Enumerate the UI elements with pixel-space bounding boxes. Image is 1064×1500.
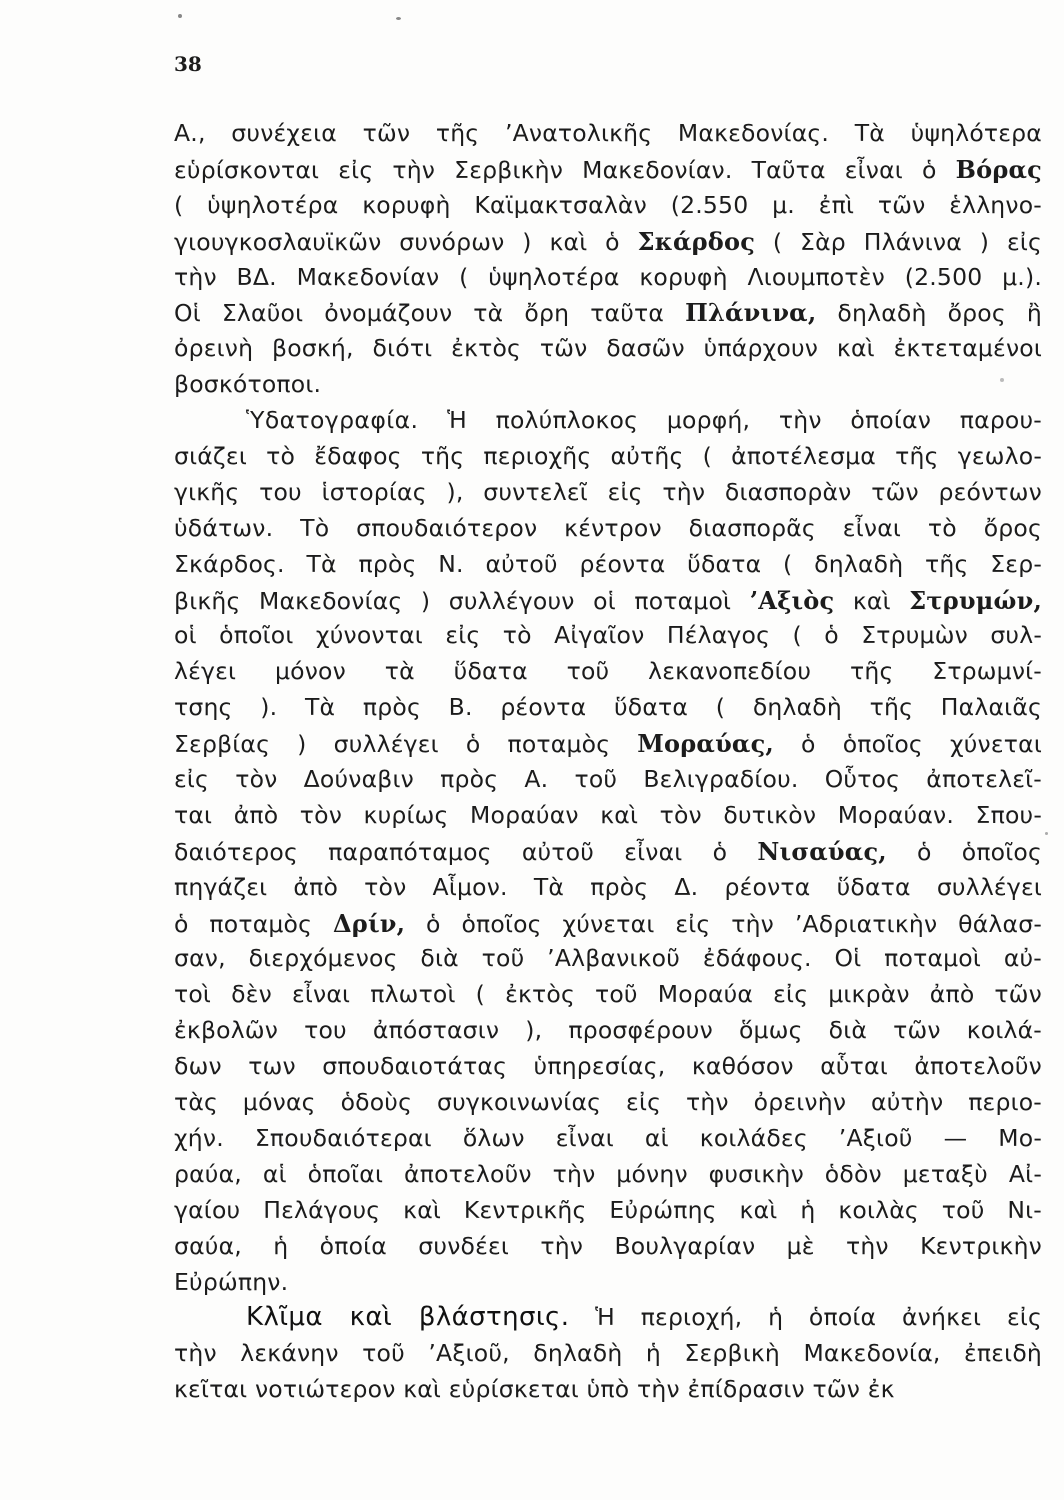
bold-term: ’Αξιὸς xyxy=(749,585,835,615)
text-line xyxy=(174,762,1042,798)
text-run: δων των σπουδαιοτάτας ὑπηρεσίας, καθόσον αὗται ἀποτελοῦν xyxy=(174,1052,1042,1081)
page-number: 38 xyxy=(174,52,202,76)
section-heading: Ὑδατογραφία. xyxy=(246,406,419,435)
bold-term: Νισαύας, xyxy=(757,836,887,866)
text-line xyxy=(174,295,1042,331)
text-line xyxy=(174,618,1042,654)
text-line xyxy=(174,1372,1042,1408)
text-run: βικῆς Μακεδονίας ) συλλέγουν οἱ ποταμοὶ xyxy=(174,586,750,615)
text-line xyxy=(174,439,1042,475)
text-line xyxy=(174,224,1042,260)
bold-term: Βόρας xyxy=(955,154,1042,184)
text-run: Οἱ Σλαῦοι ὀνομάζουν τὰ ὄρη ταῦτα xyxy=(174,299,686,328)
scan-speck xyxy=(396,17,401,20)
text-run: ( ὑψηλοτέρα κορυφὴ Καϊμακτσαλὰν (2.550 μ. ἐπὶ τῶν ἑλληνο- xyxy=(174,190,1042,219)
text-run: σαν, διερχόμενος διὰ τοῦ ’Αλβανικοῦ ἐδάφους. Οἱ ποταμοὶ αὐ- xyxy=(174,944,1042,973)
text-line xyxy=(174,260,1042,296)
text-run: Εὐρώπην. xyxy=(174,1267,289,1296)
text-run: οἱ ὁποῖοι χύνονται εἰς τὸ Αἰγαῖον Πέλαγος ( ὁ Στρυμὼν συλ- xyxy=(174,621,1042,650)
section-heading: Κλῖμα καὶ βλάστησις. xyxy=(246,1302,570,1333)
text-run: πηγάζει ἀπὸ τὸν Αἷμον. Τὰ πρὸς Δ. ρέοντα ὕδατα συλλέγει xyxy=(174,872,1042,901)
text-line xyxy=(174,654,1042,690)
text-line xyxy=(174,367,1042,403)
text-line xyxy=(174,475,1042,511)
text-run: Ἡ πολύπλοκος μορφή, τὴν ὁποίαν παρου- xyxy=(418,406,1042,435)
text-line xyxy=(174,188,1042,224)
text-line xyxy=(174,1013,1042,1049)
text-run: σιάζει τὸ ἔδαφος τῆς περιοχῆς αὐτῆς ( ἀποτέλεσμα τῆς γεωλο- xyxy=(174,442,1042,471)
text-line xyxy=(174,511,1042,547)
body-text xyxy=(174,116,1042,1408)
bold-term: Μοραύας, xyxy=(637,729,774,759)
text-run: ἐκβολῶν του ἀπόστασιν ), προσφέρουν ὅμως διὰ τῶν κοιλά- xyxy=(174,1016,1042,1045)
text-run: εἰς τὸν Δούναβιν πρὸς Α. τοῦ Βελιγραδίου. Οὗτος ἀποτελεῖ- xyxy=(174,765,1042,794)
text-run: βοσκότοποι. xyxy=(174,370,322,399)
text-line xyxy=(174,331,1042,367)
text-line xyxy=(174,1157,1042,1193)
text-run: κεῖται νοτιώτερον καὶ εὑρίσκεται ὑπὸ τὴν ἐπίδρασιν τῶν ἐκ xyxy=(174,1375,895,1404)
text-run: ὁ ποταμὸς xyxy=(174,909,333,938)
text-run: ὑδάτων. Τὸ σπουδαιότερον κέντρον διασπορᾶς εἶναι τὸ ὄρος xyxy=(174,513,1042,542)
text-run: λέγει μόνον τὰ ὕδατα τοῦ λεκανοπεδίου τῆς Στρωμνί- xyxy=(174,657,1042,686)
text-run: σαύα, ἡ ὁποία συνδέει τὴν Βουλγαρίαν μὲ τὴν Κεντρικὴν xyxy=(174,1231,1042,1260)
text-run: ( Σὰρ Πλάνινα ) εἰς xyxy=(755,227,1042,256)
text-run: τοὶ δὲν εἶναι πλωτοὶ ( ἐκτὸς τοῦ Μοραύα εἰς μικρὰν ἀπὸ τῶν xyxy=(174,980,1042,1009)
text-run: γιουγκοσλαυϊκῶν συνόρων ) καὶ ὁ xyxy=(174,227,638,256)
text-line xyxy=(174,906,1042,942)
text-line xyxy=(174,1336,1042,1372)
text-run: τσης ). Τὰ πρὸς Β. ρέοντα ὕδατα ( δηλαδὴ τῆς Παλαιᾶς xyxy=(174,693,1042,722)
text-line xyxy=(174,1265,1042,1301)
text-line xyxy=(174,726,1042,762)
text-line xyxy=(174,1229,1042,1265)
text-line xyxy=(174,834,1042,870)
text-line xyxy=(174,116,1042,152)
text-run: Α., συνέχεια τῶν τῆς ’Ανατολικῆς Μακεδονίας. Τὰ ὑψηλότερα xyxy=(174,119,1042,147)
text-run: ὀρεινὴ βοσκή, διότι ἐκτὸς τῶν δασῶν ὑπάρχουν καὶ ἐκτεταμένοι xyxy=(174,334,1042,363)
text-run: εὑρίσκονται εἰς τὴν Σερβικὴν Μακεδονίαν. Ταῦτα εἶναι ὁ xyxy=(174,155,956,184)
text-run: ὁ ὁποῖος χύνεται xyxy=(773,730,1042,759)
text-run: δαιότερος παραπόταμος αὐτοῦ εἶναι ὁ xyxy=(174,837,758,866)
text-line xyxy=(174,870,1042,906)
text-line xyxy=(174,547,1042,583)
text-run: γικῆς του ἱστορίας ), συντελεῖ εἰς τὴν διασπορὰν τῶν ρεόντων xyxy=(174,477,1042,506)
text-run: τὴν λεκάνην τοῦ ’Αξιοῦ, δηλαδὴ ἡ Σερβικὴ Μακεδονία, ἐπειδὴ xyxy=(174,1339,1042,1368)
text-line xyxy=(174,1121,1042,1157)
text-run: τὴν ΒΔ. Μακεδονίαν ( ὑψηλοτέρα κορυφὴ Λιουμποτὲν (2.500 μ.). xyxy=(174,262,1042,291)
text-line xyxy=(174,798,1042,834)
bold-term: Δρίν, xyxy=(332,908,406,938)
text-run: καὶ xyxy=(834,586,910,615)
text-run: γαίου Πελάγους καὶ Κεντρικῆς Εὐρώπης καὶ ἡ κοιλὰς τοῦ Νι- xyxy=(174,1195,1042,1224)
bold-term: Σκάρδος xyxy=(637,226,756,256)
text-run: τὰς μόνας ὁδοὺς συγκοινωνίας εἰς τὴν ὀρεινὴν αὐτὴν περιο- xyxy=(174,1088,1042,1117)
bold-term: Στρυμών, xyxy=(909,585,1043,615)
text-line xyxy=(174,690,1042,726)
text-line xyxy=(174,941,1042,977)
text-run: ὁ ὁποῖος χύνεται εἰς τὴν ’Αδριατικὴν θάλασ- xyxy=(405,909,1042,938)
text-line xyxy=(174,1049,1042,1085)
text-run: Σκάρδος. Τὰ πρὸς Ν. αὐτοῦ ρέοντα ὕδατα ( δηλαδὴ τῆς Σερ- xyxy=(174,549,1042,578)
text-run: χήν. Σπουδαιότεραι ὅλων εἶναι αἱ κοιλάδες ’Αξιοῦ — Μο- xyxy=(174,1123,1042,1152)
scan-speck xyxy=(1045,832,1048,835)
scan-speck xyxy=(178,14,182,18)
text-run: Σερβίας ) συλλέγει ὁ ποταμὸς xyxy=(174,730,638,759)
text-line xyxy=(174,977,1042,1013)
text-line xyxy=(174,1193,1042,1229)
text-line xyxy=(174,583,1042,619)
text-line xyxy=(174,1300,1042,1336)
bold-term: Πλάνινα, xyxy=(685,298,817,328)
text-run: Ἡ περιοχή, ἡ ὁποία ἀνήκει εἰς xyxy=(569,1303,1042,1332)
text-run: ται ἀπὸ τὸν κυρίως Μοραύαν καὶ τὸν δυτικὸν Μοραύαν. Σπου- xyxy=(174,800,1042,829)
scan-speck xyxy=(1000,378,1004,382)
text-run: δηλαδὴ ὄρος ἢ xyxy=(816,299,1042,328)
text-line xyxy=(174,403,1042,439)
text-line xyxy=(174,152,1042,188)
text-run: ραύα, αἱ ὁποῖαι ἀποτελοῦν τὴν μόνην φυσικὴν ὁδὸν μεταξὺ Αἰ- xyxy=(174,1159,1042,1188)
text-line xyxy=(174,1085,1042,1121)
text-run: ὁ ὁποῖος xyxy=(886,837,1042,866)
